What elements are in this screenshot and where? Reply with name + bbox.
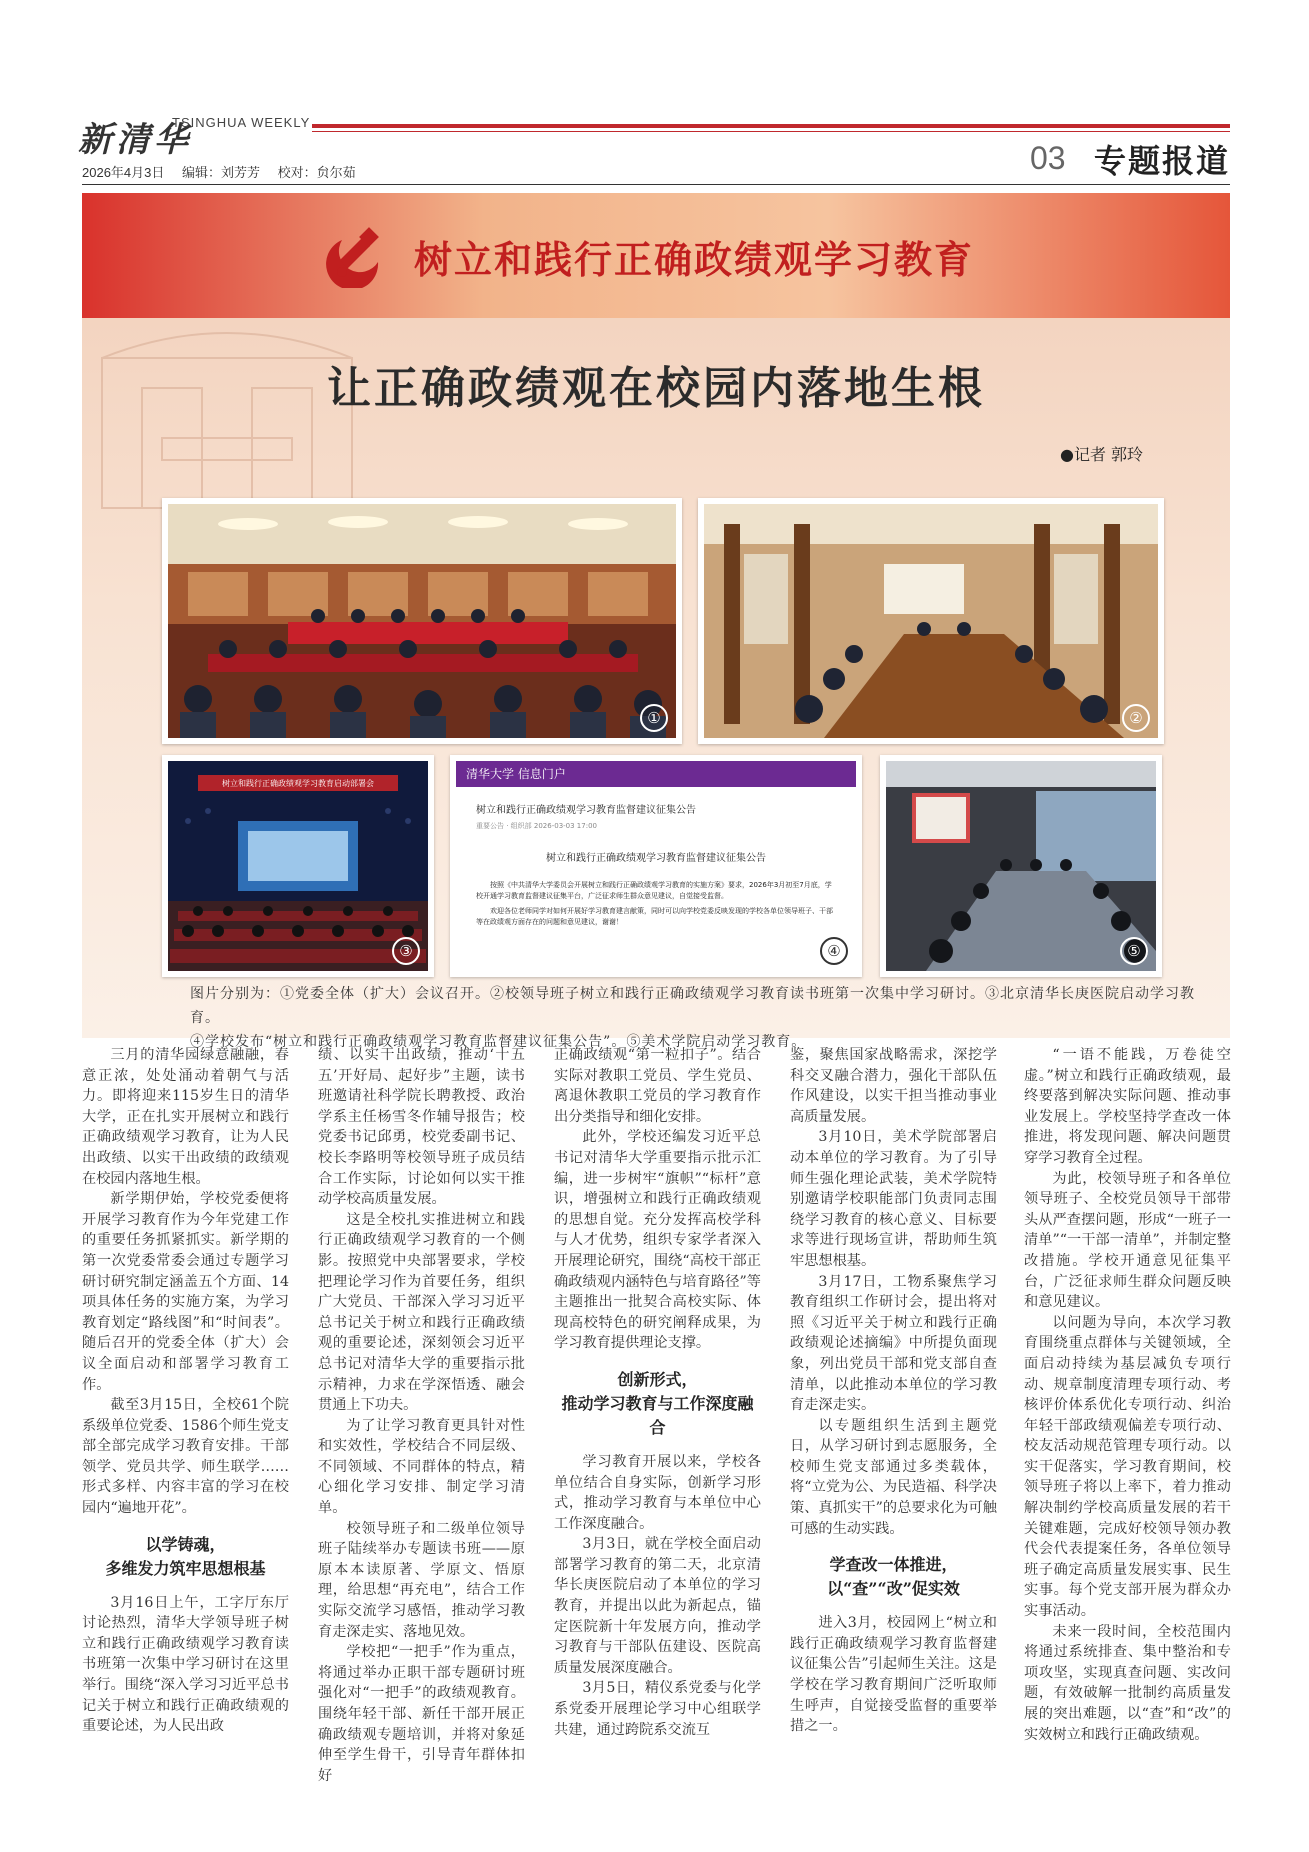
paragraph: 学校把“一把手”作为重点，将通过举办正职干部专题研讨班强化对“一把手”的政绩观教育。围绕年轻干部、新任干部开展正确政绩观专题培训，并将对象延伸至学生骨干，引导青年群体扣好 (318, 1644, 525, 1784)
paragraph: 新学期伊始，学校党委便将开展学习教育作为今年党建工作的重要任务抓紧抓实。新学期的第一次党委常委会通过专题学习研讨研究制定涵盖五个方面、14项具体任务的实施方案，为学习教育划定“路线图”和“时间表”。随后召开的党委全体（扩大）会议全面启动和部署学习教育工作。 (82, 1191, 289, 1393)
paragraph: 3月16日上午，工字厅东厅讨论热烈，清华大学领导班子树立和践行正确政绩观学习教育读书班第一次集中学习研讨在这里举行。围绕“深入学习习近平总书记关于树立和践行正确政绩观的重要论述，为人民出政 (82, 1594, 289, 1735)
banner-title: 树立和践行正确政绩观学习教育 (414, 237, 975, 282)
paragraph: 以专题组织生活到主题党日，从学习研讨到志愿服务，全校师生党支部通过多类载体，将“立党为公、为民造福、科学决策、真抓实干”的总要求化为可触可感的生动实践。 (790, 1417, 997, 1537)
paragraph: 3月5日，精仪系党委与化学系党委开展理论学习中心组联学共建，通过跨院系交流互 (554, 1680, 761, 1738)
paragraph: 3月10日，美术学院部署启动本单位的学习教育。为了引导师生强化理论武装，美术学院特别邀请学校职能部门负责同志围绕学习教育的核心意义、目标要求等进行现场宣讲，帮助师生筑牢思想根基。 (790, 1129, 997, 1269)
study-room-illustration (704, 504, 1158, 738)
paragraph: 以问题为导向，本次学习教育围绕重点群体与关键领域，全面启动持续为基层减负专项行动、规章制度清理专项行动、考核评价体系优化专项行动、纠治年轻干部政绩观偏差专项行动、校友活动规范管理专项行动。以实干促落实，学习教育期间，校领导班子将以上率下，着力推动解决制约学校高质量发展的若干关键难题，完成好校领导领办教代会代表提案任务，各单位领导班子确定高质量发展实事、民生实事。每个党支部开展为群众办实事活动。 (1024, 1314, 1231, 1620)
paragraph: 三月的清华园绿意融融，春意正浓，处处涌动着朝气与活力。即将迎来115岁生日的清华大学，正在扎实开展树立和践行正确政绩观学习教育，让为人民出政绩、以实干出政绩的政绩观在校园内落地生根。 (82, 1047, 289, 1187)
proofreader: 校对：贠尔茹 (277, 165, 356, 180)
photo-number: ② (1122, 704, 1150, 732)
paragraph: “一语不能践，万卷徒空虚。”树立和践行正确政绩观，最终要落到解决实际问题、推动事业发展上。学校坚持学查改一体推进，将发现问题、解决问题贯穿学习教育全过程。 (1024, 1047, 1231, 1166)
photo-study-session (698, 498, 1164, 744)
photo-hospital-launch (162, 755, 434, 977)
notice-paragraph-2: 欢迎各位老师同学对如何开展好学习教育建言献策，同时可以向学校党委反映发现的学校各单位领导班子、干部等在政绩观方面存在的问题和意见建议，谢谢！ (476, 907, 833, 926)
photo-number: ④ (820, 937, 848, 965)
subheading: 创新形式， 推动学习教育与工作深度融合 (561, 1369, 754, 1437)
paragraph: 此外，学校还编发习近平总书记对清华大学重要指示批示汇编，进一步树牢“旗帜”“标杆”意识，增强树立和践行正确政绩观的思想自觉。充分发挥高校学科与人才优势，组织专家学者深入开展理论研究，围绕“高校干部正确政绩观内涵特色与培育路径”等主题推出一批契合高校实际、体现高校特色的研究阐释成果，为学习教育提供理论支撑。 (554, 1129, 761, 1352)
paragraph: 绩、以实干出政绩，推动‘十五五’开好局、起好步”主题，读书班邀请社科学院长聘教授、政治学系主任杨雪冬作辅导报告；校党委书记邱勇，校党委副书记、校长李路明等校领导班子成员结合工作实际，讨论如何以实干推动学校高质量发展。 (318, 1047, 525, 1208)
paragraph: 进入3月，校园网上“树立和践行正确政绩观学习教育监督建议征集公告”引起师生关注。这是学校在学习教育期间广泛听取师生呼声，自觉接受监督的重要举措之一。 (790, 1615, 997, 1735)
section-title: 专题报道 (1094, 142, 1231, 180)
issue-info (82, 162, 370, 181)
masthead-rule (312, 124, 1230, 128)
notice-inner-title: 树立和践行正确政绩观学习教育监督建议征集公告 (546, 853, 766, 864)
paragraph: 3月3日，就在学校全面启动部署学习教育的第二天，北京清华长庚医院启动了本单位的学习教育，并提出以此为新起点，锚定医院新十年发展方向，推动学习教育与干部队伍建设、医院高质量发展深度融合。 (554, 1536, 761, 1676)
paragraph: 正确政绩观“第一粒扣子”。结合实际对教职工党员、学生党员、离退休教职工党员的学习教育作出分类指导和细化安排。 (554, 1047, 761, 1125)
caption-line-1: 图片分别为：①党委全体（扩大）会议召开。②校领导班子树立和践行正确政绩观学习教育读书班第一次集中学习研讨。③北京清华长庚医院启动学习教育。 (190, 986, 1195, 1026)
paragraph: 学习教育开展以来，学校各单位结合自身实际，创新学习形式，推动学习教育与本单位中心工作深度融合。 (554, 1453, 761, 1532)
notice-title: 树立和践行正确政绩观学习教育监督建议征集公告 (476, 805, 696, 816)
photo-committee-meeting (162, 498, 682, 744)
editor: 编辑：刘芳芳 (182, 165, 261, 180)
photo-number: ① (640, 704, 668, 732)
issue-date: 2026年4月3日 (82, 165, 165, 180)
stage-banner-text: 树立和践行正确政绩观学习教育启动部署会 (222, 779, 374, 788)
byline: ●记者 郭玲 (1060, 445, 1144, 464)
meeting-hall-illustration (168, 504, 676, 738)
masthead-rule-thin (312, 131, 1230, 132)
paragraph: 未来一段时间，全校范围内将通过系统排查、集中整治和专项攻坚，实现真查问题、实改问题，有效破解一批制约高质量发展的突出难题，以“查”和“改”的实效树立和践行正确政绩观。 (1024, 1623, 1231, 1743)
article-column-2 (318, 1045, 525, 1786)
portal-header: 清华大学 信息门户 (456, 761, 856, 787)
photo-art-academy (880, 755, 1162, 977)
page-number: 03 (1030, 140, 1066, 176)
masthead-logo: 新清华 (78, 120, 192, 160)
masthead-english: TSINGHUA WEEKLY (172, 115, 311, 130)
notice-paragraph-1: 按照《中共清华大学委员会开展树立和践行正确政绩观学习教育的实施方案》要求，2026年3月初至7月底，学校开通学习教育监督建议征集平台，广泛征求师生群众意见建议，自觉接受监督。 (476, 881, 832, 900)
paragraph: 为了让学习教育更具针对性和实效性，学校结合不同层级、不同领域、不同群体的特点，精心细化学习安排、制定学习清单。 (318, 1417, 525, 1517)
paragraph: 3月17日，工物系聚焦学习教育组织工作研讨会，提出将对照《习近平关于树立和践行正确政绩观论述摘编》中所提负面现象，列出党员干部和党支部自查清单，以此推动本单位的学习教育走深走实。 (790, 1273, 997, 1414)
paragraph: 这是全校扎实推进树立和践行正确政绩观学习教育的一个侧影。按照党中央部署要求，学校把理论学习作为首要任务，组织广大党员、干部深入学习习近平总书记关于树立和践行正确政绩观的重要论述，深刻领会习近平总书记对清华大学的重要指示批示精神，力求在学深悟透、融会贯通上下功夫。 (318, 1211, 525, 1414)
seminar-room-illustration (886, 761, 1156, 971)
paragraph: 为此，校领导班子和各单位领导班子、全校党员领导干部带头从严查摆问题，形成“一班子一清单”“一干部一清单”，并制定整改措施。学校开通意见征集平台，广泛征求师生群众问题反映和意见建议。 (1024, 1170, 1231, 1311)
notice-meta: 重要公告 · 组织部 2026-03-03 17:00 (476, 822, 597, 830)
campus-gate-sketch (82, 318, 1230, 518)
photo-portal-notice (450, 755, 862, 977)
article-headline: 让正确政绩观在校园内落地生根 (327, 363, 985, 414)
subheading: 学查改一体推进， 以“查”“改”促实效 (827, 1555, 960, 1599)
caption-line-2: ④学校发布“树立和践行正确政绩观学习教育监督建议征集公告”。⑤美术学院启动学习教育。 (190, 1034, 807, 1050)
article-column-3 (554, 1045, 761, 1740)
paragraph: 校领导班子和二级单位领导班子陆续举办专题读书班——原原本本读原著、学原文、悟原理，给思想“再充电”，结合工作实际交流学习感悟，推动学习教育走深走实、落地见效。 (318, 1520, 525, 1640)
subheading: 以学铸魂， 多维发力筑牢思想根基 (105, 1534, 266, 1578)
auditorium-illustration (168, 761, 428, 971)
header-divider (82, 184, 1230, 185)
party-emblem-icon (322, 218, 392, 288)
article-column-1 (82, 1045, 289, 1737)
photo-number: ③ (392, 937, 420, 965)
topic-banner (82, 193, 1230, 318)
paragraph: 截至3月15日，全校61个院系级单位党委、1586个师生党支部全部完成学习教育安排。干部领学、党员共学、师生联学……形式多样、内容丰富的学习在校园内“遍地开花”。 (82, 1397, 289, 1517)
article-column-4 (790, 1045, 997, 1737)
article-column-5 (1024, 1045, 1231, 1745)
photo-number: ⑤ (1120, 937, 1148, 965)
paragraph: 鉴，聚焦国家战略需求，深挖学科交叉融合潜力，强化干部队伍作风建设，以实干担当推动事业高质量发展。 (790, 1047, 997, 1125)
photo-caption (190, 982, 1200, 1054)
